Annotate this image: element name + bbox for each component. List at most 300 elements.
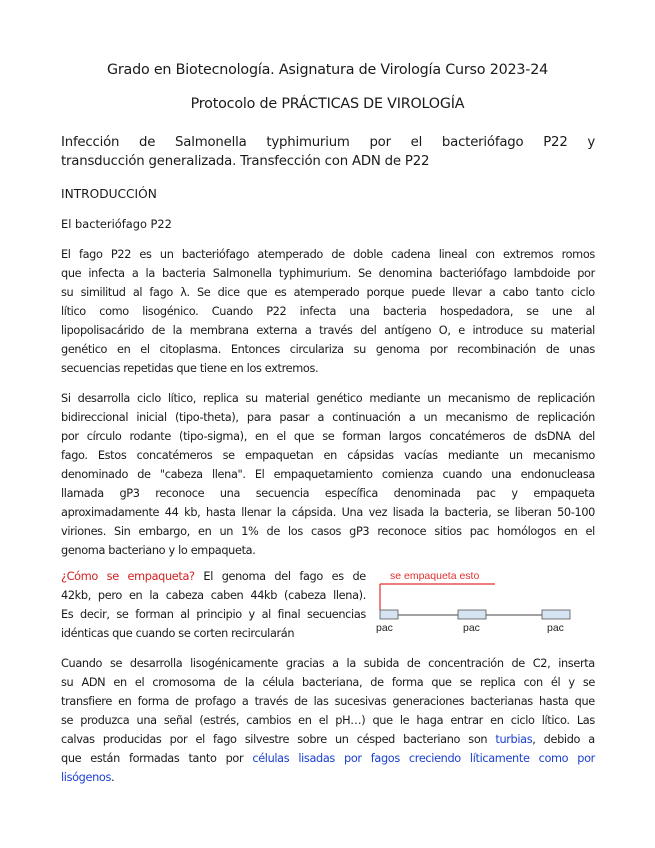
word: replica (479, 676, 516, 689)
word: Si (61, 392, 71, 405)
text-line (61, 541, 595, 560)
word: mediante (369, 392, 421, 405)
text-line (61, 340, 595, 359)
word: cuando (442, 468, 482, 481)
word: genoma (375, 343, 420, 356)
word: 44 (164, 506, 179, 519)
word: es (274, 286, 287, 299)
text-line (61, 711, 595, 730)
word: calvas (61, 733, 95, 746)
word: kb, (184, 506, 201, 519)
word: viriones. (61, 525, 106, 538)
word: el (140, 343, 150, 356)
word: se (526, 305, 539, 318)
text-line (61, 749, 595, 768)
word: Se (196, 286, 211, 299)
word: en (229, 362, 244, 375)
word: al (132, 286, 143, 299)
word: de (151, 324, 166, 337)
word: se (106, 570, 119, 583)
word: replicación (537, 392, 595, 405)
word: citoplasma. (159, 343, 221, 356)
word: inicial (136, 411, 167, 424)
word: Las (576, 714, 595, 727)
word: se (496, 506, 510, 519)
word: silvestre (244, 733, 290, 746)
word: su (245, 392, 258, 405)
word: creciendo (408, 752, 461, 765)
word: reconoce (155, 487, 205, 500)
word: bacteriano (403, 733, 461, 746)
word: replicación (537, 411, 595, 424)
word: a (317, 411, 325, 424)
word: formadas (128, 752, 180, 765)
word: bacterianas (470, 695, 533, 708)
word: un (427, 392, 441, 405)
word: endonucleasa (520, 468, 595, 481)
word: concatémeros (136, 449, 213, 462)
word: hasta (206, 506, 236, 519)
word: el (585, 525, 595, 538)
word: extremos. (264, 362, 319, 375)
word: a (241, 695, 249, 708)
word: que (61, 752, 82, 765)
word: recombinación (457, 343, 536, 356)
word: cambios (246, 714, 292, 727)
word: él (550, 676, 561, 689)
pac-site-box (458, 610, 486, 619)
word: comienza (381, 468, 434, 481)
word: que (293, 430, 315, 443)
word: en (323, 449, 337, 462)
word: concentración (428, 657, 504, 670)
paragraph-packaging (61, 567, 366, 643)
word: lambdoide (513, 267, 571, 280)
word: forma (391, 676, 424, 689)
word: bacteria (162, 267, 206, 280)
word: bacteria (382, 305, 427, 318)
word: gracias (285, 657, 325, 670)
word: similitud (80, 286, 126, 299)
word: a (588, 733, 595, 746)
word: secuencias (306, 608, 366, 621)
text-line (61, 427, 595, 446)
word: (tipo-sigma), (179, 430, 247, 443)
word: haga (416, 714, 444, 727)
word: con (475, 248, 495, 261)
word: con (523, 676, 543, 689)
text-line (61, 730, 595, 749)
text-line (61, 321, 595, 340)
word: de (545, 343, 560, 356)
text-line (61, 768, 595, 787)
word: P22 (266, 305, 287, 318)
word: doble (353, 248, 383, 261)
word: infecta (299, 305, 337, 318)
word: denominada (393, 487, 461, 500)
word: en (118, 695, 132, 708)
word: continuación (332, 411, 401, 424)
word: un (159, 248, 174, 261)
word: O, (438, 324, 451, 337)
word: Sin (114, 525, 131, 538)
word: recircularán (231, 627, 295, 640)
word: largos (388, 430, 422, 443)
text-line (61, 503, 595, 522)
word: 42kb, (61, 589, 91, 602)
word: la (245, 676, 255, 689)
word: de (294, 695, 308, 708)
word: lítico (61, 305, 86, 318)
word: lítico, (167, 392, 197, 405)
word: la (346, 657, 356, 670)
title-word: Infección (61, 135, 120, 150)
word: se (109, 657, 123, 670)
word: atemperado (257, 248, 323, 261)
word: la (149, 589, 159, 602)
word: rodante (129, 430, 171, 443)
word: decir, (80, 608, 110, 621)
word: por (225, 752, 244, 765)
text-line (61, 408, 595, 427)
word: Entonces (230, 343, 280, 356)
word: el (195, 733, 205, 746)
title-line-2: transducción generalizada. Transfección con ADN de P22 (61, 154, 430, 169)
word: puede (411, 286, 446, 299)
word: lipopolisacárido (61, 324, 144, 337)
word: se (322, 430, 335, 443)
paragraph-lysogenic-cycle (61, 654, 595, 787)
word: específica (324, 487, 378, 500)
title-word: de (139, 135, 156, 150)
title-word: Salmonella (175, 135, 247, 150)
word: la (145, 267, 155, 280)
word: de (223, 676, 237, 689)
word: bacteria, (444, 506, 492, 519)
word: al (261, 608, 271, 621)
word: circulariza (289, 343, 344, 356)
word: empaqueta? (127, 570, 195, 583)
word: círculo (86, 430, 122, 443)
word: través (319, 324, 353, 337)
word: empaquetamiento (273, 468, 373, 481)
title-word: P22 (543, 135, 568, 150)
word: de (406, 657, 421, 670)
subsection-heading: El bacteriófago P22 (61, 217, 172, 231)
word: y (168, 544, 175, 557)
word: líticamente (469, 752, 530, 765)
word: genoma (221, 570, 266, 583)
word: la (276, 506, 287, 519)
word: sitios (434, 525, 462, 538)
word: vacías (403, 449, 438, 462)
word: C2, (532, 657, 551, 670)
word: P22 (110, 248, 132, 261)
word: en (198, 525, 212, 538)
paragraph-lytic-cycle (61, 389, 595, 560)
word: genético (61, 343, 108, 356)
text-line (61, 567, 366, 586)
text-line (61, 465, 595, 484)
word: genético (316, 392, 363, 405)
word: El (203, 570, 213, 583)
word: llenar (241, 506, 272, 519)
word: llena". (211, 468, 246, 481)
word: Cuando (61, 657, 103, 670)
word: lisada (392, 506, 424, 519)
word: fago (299, 570, 323, 583)
word: mecanismo (447, 392, 510, 405)
word: a (408, 411, 416, 424)
word: mediante (447, 449, 499, 462)
paragraph-intro (61, 245, 595, 378)
word: están (90, 752, 120, 765)
title-line-1 (61, 133, 595, 152)
word: cabo (502, 286, 529, 299)
word: profago (194, 695, 236, 708)
word: Se (358, 267, 372, 280)
word: de (137, 468, 151, 481)
word: el (318, 714, 329, 727)
word: Es (61, 608, 74, 621)
word: casos (310, 525, 342, 538)
word: tiene (199, 362, 227, 375)
word: lo (178, 544, 188, 557)
word: corten (193, 627, 228, 640)
title-word: el (410, 135, 423, 150)
word: y (568, 676, 575, 689)
diagram-annotation: se empaqueta esto (390, 570, 480, 582)
word: Una (341, 506, 363, 519)
word: 1% (241, 525, 259, 538)
word: por (344, 752, 362, 765)
word: introduce (472, 324, 523, 337)
word: desarrolla (77, 392, 131, 405)
word: 44kb (250, 589, 278, 602)
word: lítico. (541, 714, 570, 727)
word: liberan (514, 506, 552, 519)
word: El (254, 468, 265, 481)
word: concatémeros (429, 430, 505, 443)
word: su (530, 324, 543, 337)
word: es (139, 248, 152, 261)
word: producidas (102, 733, 162, 746)
text-line (61, 605, 366, 624)
word: fago (149, 286, 173, 299)
word: de (331, 248, 345, 261)
word: un (334, 733, 349, 746)
word: un (219, 525, 234, 538)
word: secuencias (61, 362, 120, 375)
text-line (61, 389, 595, 408)
word: Cuando (211, 305, 253, 318)
word: a (332, 657, 339, 670)
word: forman (135, 608, 174, 621)
word: mecanismo (445, 411, 508, 424)
word: de (516, 392, 531, 405)
pac-label: pac (376, 622, 393, 634)
word: para (246, 411, 272, 424)
word: del (578, 430, 595, 443)
word: hospedadora, (439, 305, 514, 318)
pac-site-box (380, 610, 398, 619)
pac-label: pac (463, 622, 480, 634)
word: tanto (535, 286, 564, 299)
word: forman (342, 430, 381, 443)
word: secuencia (255, 487, 310, 500)
word: los (246, 362, 262, 375)
word: inserta (558, 657, 595, 670)
word: lisógenos. (61, 771, 115, 784)
word: ¿Cómo (61, 570, 98, 583)
word: la (429, 506, 439, 519)
word: en (113, 676, 127, 689)
word: debido (543, 733, 581, 746)
word: que (431, 676, 452, 689)
text-line (61, 359, 595, 378)
word: cadena (391, 248, 431, 261)
word: bidireccional (61, 411, 129, 424)
text-line (61, 245, 595, 264)
word: idénticas (61, 627, 109, 640)
section-heading: INTRODUCCIÓN (61, 187, 157, 201)
word: El (61, 248, 71, 261)
word: es (331, 570, 344, 583)
text-line (61, 283, 595, 302)
word: a (488, 286, 496, 299)
text-line (61, 586, 366, 605)
word: repetidas (123, 362, 174, 375)
word: material (550, 324, 595, 337)
word: de (511, 657, 525, 670)
text-line (61, 624, 366, 643)
word: 50-100 (557, 506, 595, 519)
word: lisadas (298, 752, 335, 765)
word: en (490, 714, 504, 727)
word: fago (213, 733, 237, 746)
word: membrana (189, 324, 249, 337)
word: ciclo (570, 286, 595, 299)
word: por (577, 752, 595, 765)
word: principio (196, 608, 242, 621)
word: bacteriófago (439, 267, 507, 280)
word: y (248, 608, 255, 621)
word: se (459, 676, 472, 689)
word: aproximadamente (61, 506, 160, 519)
word: reconoce (377, 525, 427, 538)
word: fago (78, 248, 103, 261)
word: bacteriana, (301, 676, 363, 689)
word: las (313, 695, 329, 708)
word: una (136, 714, 157, 727)
word: lineal (438, 248, 468, 261)
word: desarrolla (129, 657, 183, 670)
word: su (61, 286, 74, 299)
word: de (515, 411, 530, 424)
text-line (61, 446, 595, 465)
word: λ. (180, 286, 190, 299)
word: que (176, 362, 197, 375)
word: produzca (80, 714, 130, 727)
word: como (99, 305, 129, 318)
word: externa (256, 324, 298, 337)
word: a (131, 267, 139, 280)
word: gP3 (349, 525, 370, 538)
word: hasta (538, 695, 569, 708)
word: porque (366, 286, 405, 299)
course-heading: Grado en Biotecnología. Asignatura de Virología Curso 2023-24 (106, 62, 549, 78)
word: célula (262, 676, 294, 689)
word: sobre (297, 733, 327, 746)
word: vez (368, 506, 388, 519)
word: del (274, 570, 291, 583)
word: se (116, 608, 129, 621)
word: cabeza (165, 589, 204, 602)
word: gP3 (119, 487, 140, 500)
word: le (399, 714, 410, 727)
word: Salmonella (212, 267, 272, 280)
word: césped (356, 733, 395, 746)
word: pero (97, 589, 122, 602)
word: dice (217, 286, 240, 299)
word: llamada (61, 487, 104, 500)
word: que (112, 627, 133, 640)
title-word: y (587, 135, 595, 150)
word: su (353, 343, 366, 356)
word: typhimurium. (278, 267, 351, 280)
protocol-heading: Protocolo de PRÁCTICAS DE VIROLOGÍA (190, 96, 465, 112)
word: de (370, 676, 384, 689)
word: que (246, 286, 268, 299)
title-word: bacteriófago (441, 135, 524, 150)
packaging-diagram (370, 566, 585, 636)
word: bacteriófago (181, 248, 250, 261)
document-title (61, 133, 595, 171)
word: llena). (333, 589, 366, 602)
word: por (429, 343, 448, 356)
word: de (266, 525, 280, 538)
pac-label: pac (547, 622, 564, 634)
word: forma (137, 695, 170, 708)
word: final (277, 608, 301, 621)
word: por (577, 267, 595, 280)
word: un (509, 449, 523, 462)
word: "cabeza (159, 468, 203, 481)
text-line (61, 522, 595, 541)
word: y (511, 487, 518, 500)
word: el (276, 430, 286, 443)
title-word: por (369, 135, 391, 150)
word: romos (561, 248, 595, 261)
text-line (61, 673, 595, 692)
word: de (513, 430, 527, 443)
word: en (128, 589, 143, 602)
word: atemperado (293, 286, 360, 299)
word: se (61, 714, 74, 727)
word: lisogénico. (142, 305, 199, 318)
word: que (61, 267, 82, 280)
word: homólogos (497, 525, 556, 538)
word: antígeno (384, 324, 432, 337)
word: generaciones (392, 695, 465, 708)
word: pac (469, 525, 489, 538)
word: al (180, 608, 190, 621)
word: son (468, 733, 488, 746)
word: pac (476, 487, 496, 500)
word: una (349, 305, 370, 318)
word: del (360, 324, 377, 337)
word: pasar (279, 411, 310, 424)
